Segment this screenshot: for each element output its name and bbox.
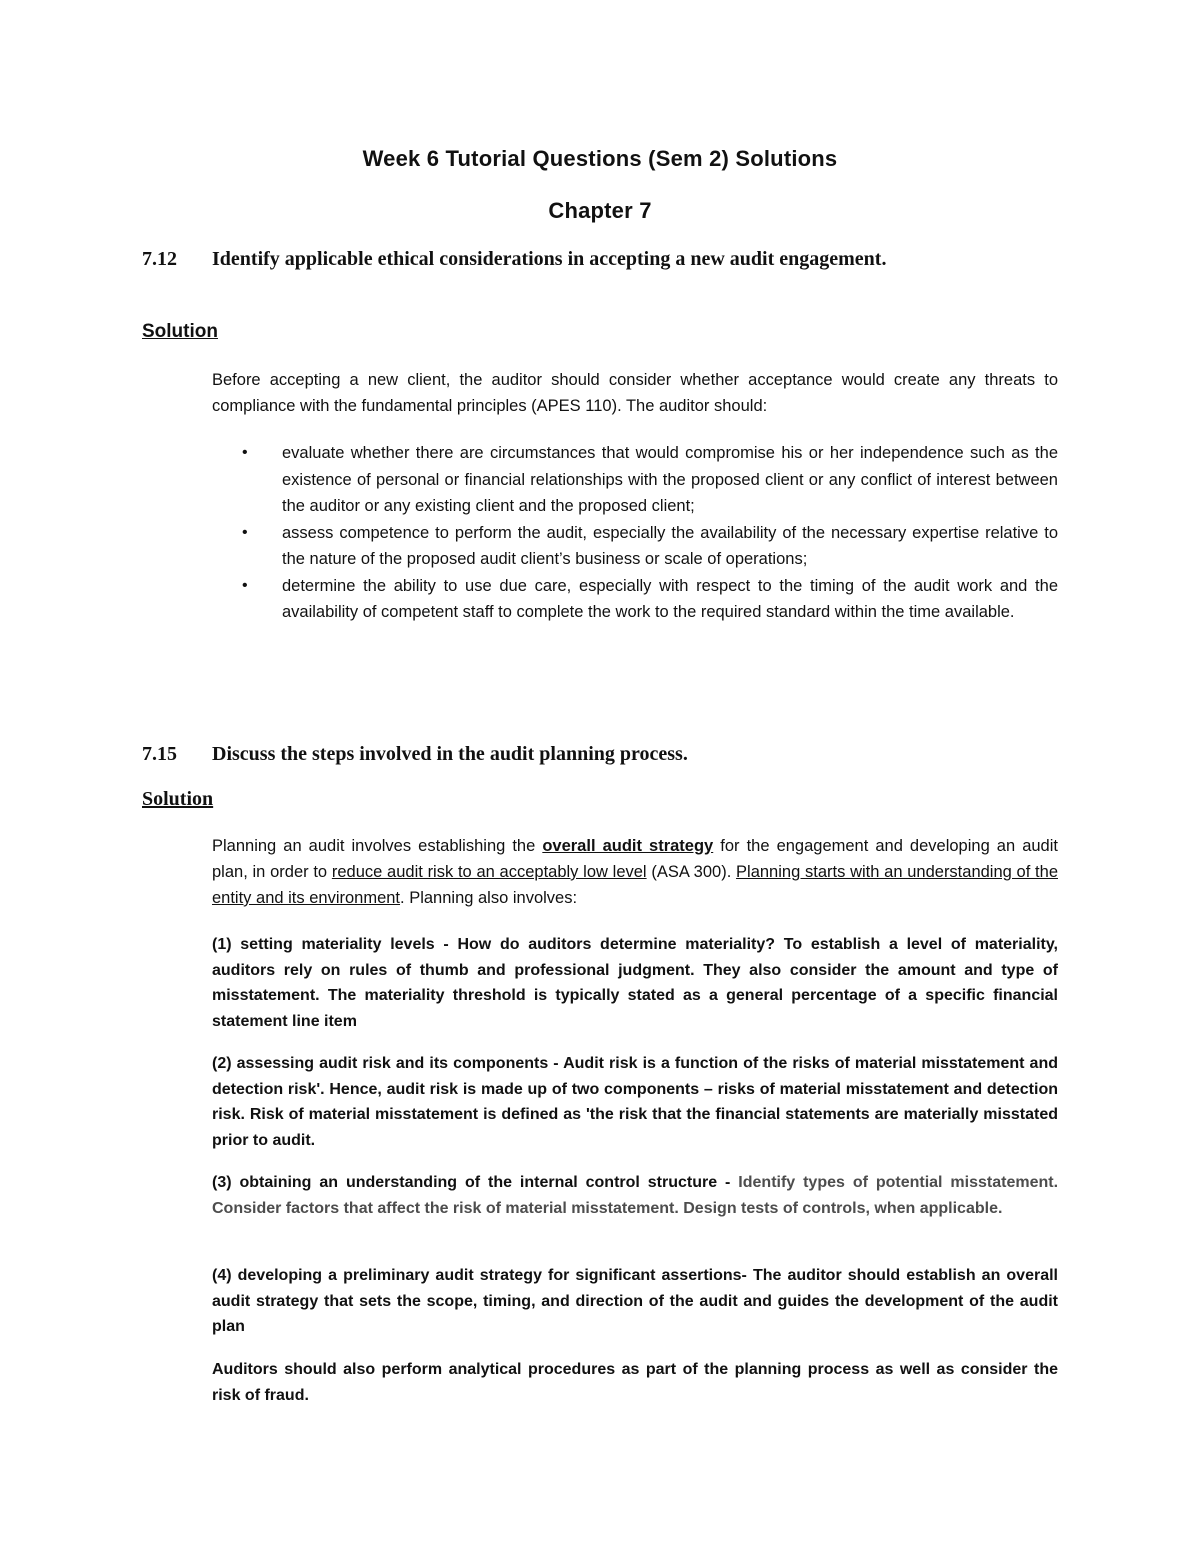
list-item: • evaluate whether there are circumstances that would compromise his or her independence such as the existence of personal or financial relationships with the proposed client or any conflict of interest between the auditor or any existing client and the proposed client; <box>212 440 1058 520</box>
planning-step-4: (4) developing a preliminary audit strategy for significant assertions- The auditor should establish an overall audit strategy that sets the scope, timing, and direction of the audit and guides the development of the audit plan <box>212 1267 1058 1335</box>
solution-label: Solution <box>142 321 218 342</box>
bullet-icon: • <box>242 444 248 461</box>
question-number: 7.15 <box>142 743 177 765</box>
ethical-considerations-list <box>212 440 1058 626</box>
question-7-12 <box>142 248 886 271</box>
question-7-15 <box>142 743 688 766</box>
planning-intro-paragraph: Planning an audit involves establishing the overall audit strategy for the engagement and developing an audit plan, in order to reduce audit risk to an acceptably low level (ASA 300). Planning starts with an understanding of the entity and its environment. Planning also involves: <box>212 837 1058 907</box>
planning-starts-phrase: Planning starts with an understanding of the entity and its environment <box>212 863 1058 907</box>
question-text: Identify applicable ethical considerations in accepting a new audit engagement. <box>212 248 887 270</box>
planning-step-3: (3) obtaining an understanding of the internal control structure - Identify types of potential misstatement. Consider factors that affect the risk of material misstatement. Design tests of controls, when applicable. <box>212 1174 1059 1217</box>
reduce-audit-risk-phrase: reduce audit risk to an acceptably low level <box>331 863 647 881</box>
planning-step-1: (1) setting materiality levels - How do auditors determine materiality? To establish a level of materiality, auditors rely on rules of thumb and professional judgment. They also consider the amount and type of misstatement. The materiality threshold is typically stated as a general percentage of a specific financial statement line item <box>212 936 1058 1030</box>
bullet-icon: • <box>242 523 248 541</box>
question-number: 7.12 <box>142 248 177 270</box>
solution-intro-paragraph: Before accepting a new client, the auditor should consider whether acceptance would create any threats to compliance with the fundamental principles (APES 110). The auditor should: <box>212 371 1058 415</box>
document-title: Week 6 Tutorial Questions (Sem 2) Solutions <box>362 146 838 171</box>
bullet-icon: • <box>242 576 248 594</box>
overall-audit-strategy-term: overall audit strategy <box>542 837 714 855</box>
chapter-heading: Chapter 7 <box>548 198 652 223</box>
list-item: • assess competence to perform the audit, especially the availability of the necessary expertise relative to the nature of the proposed audit client’s business or scale of operations; <box>212 520 1058 573</box>
list-item: • determine the ability to use due care, especially with respect to the timing of the audit work and the availability of competent staff to complete the work to the required standard within the time available. <box>212 573 1058 626</box>
planning-step-2: (2) assessing audit risk and its components - Audit risk is a function of the risks of material misstatement and detection risk'. Hence, audit risk is made up of two components – risks of material misstatement and detection risk. Risk of material misstatement is defined as 'the risk that the financial statements are materially misstated prior to audit. <box>212 1055 1058 1149</box>
closing-paragraph: Auditors should also perform analytical procedures as part of the planning process as well as consider the risk of fraud. <box>212 1361 1058 1404</box>
question-text: Discuss the steps involved in the audit planning process. <box>212 743 688 765</box>
solution-label: Solution <box>142 788 214 810</box>
